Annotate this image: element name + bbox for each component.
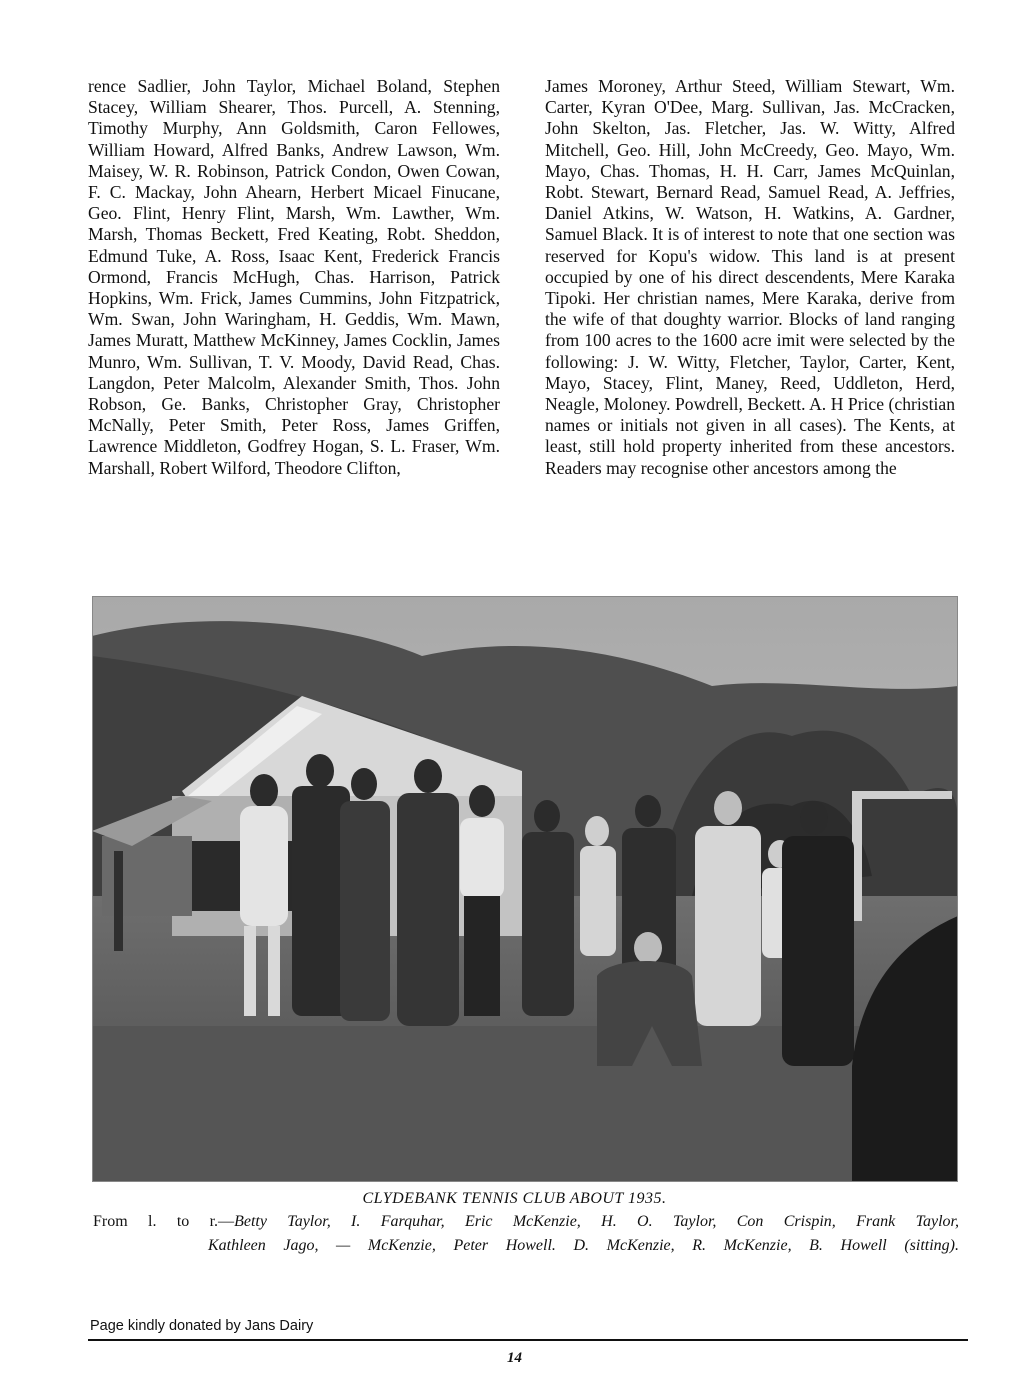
page-number: 14	[507, 1350, 522, 1366]
left-column	[88, 76, 500, 479]
footer-divider	[88, 1339, 968, 1341]
photo-caption-title: CLYDEBANK TENNIS CLUB ABOUT 1935.	[362, 1190, 667, 1207]
photo-caption-line-1	[93, 1213, 959, 1231]
tennis-club-photograph	[92, 596, 958, 1182]
caption-lead: From l. to r.—	[93, 1213, 235, 1230]
right-column	[545, 76, 955, 479]
left-column-text: rence Sadlier, John Taylor, Michael Boland, Stephen Stacey, William Shearer, Thos. Purcell, A. Stenning, Timothy Murphy, Ann Goldsmith, Caron Fellowes, William Howard, Alfred Banks, Andrew Lawson, Wm. Maisey, W. R. Robinson, Patrick Condon, Owen Cowan, F. C. Mackay, John Ahearn, Herbert Micael Finucane, Geo. Flint, Henry Flint, Marsh, Wm. Lawther, Wm. Marsh, Thomas Beckett, Fred Keating, Robt. Sheddon, Edmund Tuke, A. Ross, Isaac Kent, Frederick Francis Ormond, Francis McHugh, Chas. Harrison, Patrick Hopkins, Wm. Frick, James Cummins, John Fitzpatrick, Wm. Swan, John Waringham, H. Geddis, Wm. Mawn, James Muratt, Matthew McKinney, James Cocklin, James Munro, Wm. Sullivan, T. V. Moody, David Read, Chas. Langdon, Peter Malcolm, Alexander Smith, Thos. John Robson, Ge. Banks, Christopher Gray, Christopher McNally, Peter Smith, Peter Ross, James Griffen, Lawrence Middleton, Godfrey Hogan, S. L. Fraser, Wm. Marshall, Robert Wilford, Theodore Clifton,	[88, 76, 500, 478]
photo-caption-line-2: Kathleen Jago, — McKenzie, Peter Howell. D. McKenzie, R. McKenzie, B. Howell (sitting).	[208, 1237, 959, 1254]
right-column-text: James Moroney, Arthur Steed, William Stewart, Wm. Carter, Kyran O'Dee, Marg. Sullivan, Jas. McCracken, John Skelton, Jas. Fletcher, Jas. W. Witty, Alfred Mitchell, Geo. Hill, John McCreedy, Geo. Mayo, Wm. Mayo, Chas. Thomas, H. H. Carr, James McQuinlan, Robt. Stewart, Bernard Read, Samuel Read, A. Jeffries, Daniel Atkins, W. Watson, H. Watkins, A. Gardner, Samuel Black. It is of interest to note that one section was reserved for Kopu's widow. This land is at present occupied by one of his direct descendents, Mere Karaka Tipoki. Her christian names, Mere Karaka, derive from the wife of that doughty warrior. Blocks of land ranging from 100 acres to the 1600 acre imit were selected by the following: J. W. Witty, Fletcher, Taylor, Carter, Kent, Mayo, Stacey, Flint, Maney, Reed, Uddleton, Herd, Neagle, Moloney. Powdrell, Beckett. A. H Price (christian names or initials not given in all cases). The Kents, at least, still hold property inherited from these ancestors. Readers may recognise other ancestors among the	[545, 76, 955, 478]
donation-note: Page kindly donated by Jans Dairy	[90, 1318, 314, 1334]
caption-names-1: Betty Taylor, I. Farquhar, Eric McKenzie, H. O. Taylor, Con Crispin, Frank Taylor,	[234, 1213, 960, 1230]
